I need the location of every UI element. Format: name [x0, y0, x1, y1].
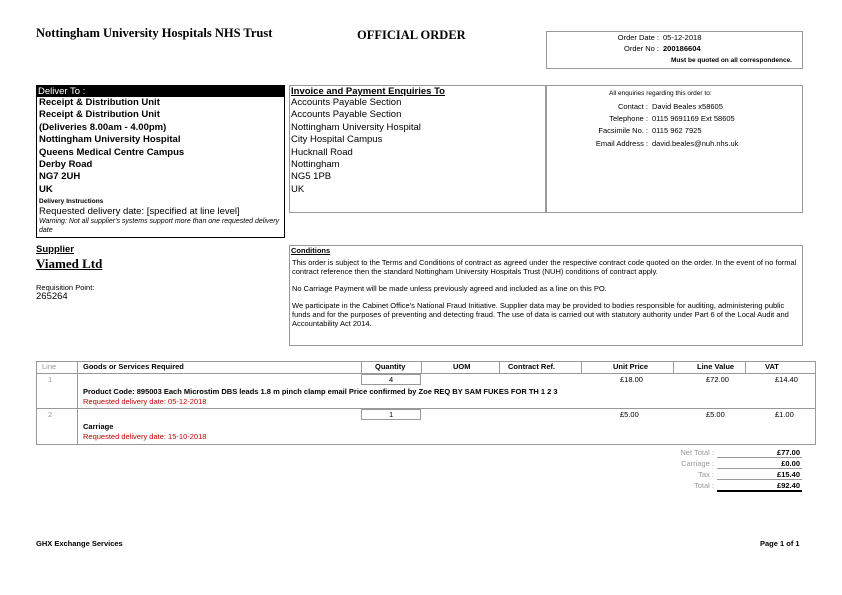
- divider: [673, 362, 674, 373]
- row-line-number: 1: [48, 375, 53, 384]
- tax-field: [717, 470, 802, 480]
- address-line: UK: [39, 183, 53, 195]
- conditions-p1: This order is subject to the Terms and Conditions of contract as agreed under the respective contract code quoted on the order. In the event of no formal contract reference then the standard Nottingham University Hospitals Trust (NUH) conditions of contract apply.: [292, 258, 797, 276]
- total-label: Total :: [693, 481, 714, 490]
- col-uom: UOM: [453, 362, 471, 371]
- org-name: Nottingham University Hospitals NHS Trust: [36, 26, 273, 40]
- col-vat: VAT: [765, 362, 779, 371]
- row-line-number: 2: [48, 410, 53, 419]
- fax-label: Facsimile No. :: [598, 126, 648, 135]
- table-row: [37, 409, 815, 443]
- contact-title: All enquiries regarding this order to:: [609, 90, 712, 97]
- row-delivery-date: Requested delivery date: 05-12-2018: [83, 397, 207, 406]
- net-total-label: Net Total :: [680, 448, 714, 457]
- invoice-title: Invoice and Payment Enquiries To: [291, 86, 445, 97]
- email-label: Email Address :: [595, 139, 648, 148]
- address-line: Accounts Payable Section: [291, 97, 402, 108]
- order-no-label: Order No :: [623, 44, 659, 53]
- contact-label: Contact :: [617, 102, 648, 111]
- requisition-point-label: Requisition Point:: [36, 283, 95, 292]
- col-contract: Contract Ref.: [508, 362, 556, 371]
- order-date: 05-12-2018: [663, 33, 702, 42]
- divider: [745, 362, 746, 373]
- address-line: Nottingham: [291, 159, 340, 171]
- row-qty: 4: [389, 375, 394, 384]
- address-line: Accounts Payable Section: [291, 109, 402, 121]
- invoice-address: [290, 97, 545, 196]
- row-delivery-date: Requested delivery date: 15-10-2018: [83, 432, 207, 441]
- address-line: Derby Road: [39, 159, 93, 171]
- address-line: Hucknall Road: [291, 146, 353, 158]
- row-line-value: £72.00: [706, 375, 729, 384]
- net-total-field: [717, 448, 802, 458]
- row-unit-price: £5.00: [620, 410, 639, 419]
- deliver-to-title: Deliver To :: [37, 86, 284, 97]
- divider: [581, 362, 582, 373]
- quote-note: Must be quoted on all correspondence.: [671, 57, 792, 64]
- page-number: Page 1 of 1: [760, 539, 800, 548]
- divider: [77, 362, 78, 373]
- address-line: City Hospital Campus: [291, 134, 383, 146]
- telephone: 0115 9691169 Ext 58605: [652, 114, 735, 123]
- address-line: Queens Medical Centre Campus: [39, 146, 185, 158]
- row-qty-box: [361, 409, 421, 420]
- delivery-warning: Warning: Not all supplier's systems support more than one requested delivery date: [39, 218, 280, 235]
- invoice-box: [289, 85, 546, 213]
- carriage-label: Carriage :: [681, 459, 714, 468]
- order-date-label: Order Date :: [617, 33, 659, 42]
- order-info-box: [546, 31, 803, 69]
- deliver-to-box: [36, 85, 285, 238]
- tax-total: £15.40: [777, 470, 800, 479]
- carriage-field: [717, 459, 802, 469]
- footer-left: GHX Exchange Services: [36, 539, 123, 548]
- row-qty: 1: [389, 410, 394, 419]
- row-description: Carriage: [83, 422, 114, 431]
- divider: [361, 362, 362, 373]
- totals: [640, 448, 802, 492]
- divider: [499, 362, 500, 373]
- row-vat: £14.40: [775, 375, 798, 384]
- fax: 0115 962 7925: [652, 126, 702, 135]
- conditions-title: Conditions: [291, 246, 331, 255]
- divider: [77, 409, 78, 444]
- row-qty-box: [361, 374, 421, 385]
- contact-name: David Beales x58605: [652, 102, 723, 111]
- divider: [421, 362, 422, 373]
- deliver-address: [37, 97, 284, 196]
- email: david.beales@nuh.nhs.uk: [652, 139, 739, 148]
- address-line: Nottingham University Hospital: [291, 121, 421, 133]
- grand-total: £92.40: [777, 481, 800, 490]
- divider: [77, 374, 78, 408]
- requisition-point: 265264: [36, 291, 68, 302]
- row-line-value: £5.00: [706, 410, 725, 419]
- col-line: Line: [42, 362, 57, 371]
- address-line: UK: [291, 183, 305, 195]
- table-row: [37, 374, 815, 408]
- telephone-label: Telephone :: [609, 114, 648, 123]
- contact-box: [546, 85, 803, 213]
- address-line: Receipt & Distribution Unit: [39, 97, 160, 108]
- conditions-p2: No Carriage Payment will be made unless previously agreed and included as a line on this PO.: [292, 284, 607, 293]
- order-no: 200186604: [663, 44, 701, 53]
- carriage-total: £0.00: [781, 459, 800, 468]
- conditions-p3: We participate in the Cabinet Office's National Fraud Initiative. Supplier data may be provided to bodies responsible for auditing, administering public funds and for the purposes of preventing and detecting fraud. The use of data is carried out with statutory authority under Part 6 of the Local Audit and Accountability Act 2014.: [292, 301, 789, 328]
- grand-total-field: [717, 481, 802, 492]
- address-line: Nottingham University Hospital: [39, 134, 181, 146]
- conditions-box: [289, 245, 803, 346]
- items-table: [36, 361, 816, 445]
- col-qty: Quantity: [375, 362, 406, 371]
- supplier-label: Supplier: [36, 244, 75, 255]
- table-header: [37, 362, 815, 373]
- address-line: (Deliveries 8.00am - 4.00pm): [39, 121, 167, 133]
- supplier-name: Viamed Ltd: [36, 256, 103, 271]
- address-line: Receipt & Distribution Unit: [39, 109, 160, 121]
- row-vat: £1.00: [775, 410, 794, 419]
- requested-delivery-note: Requested delivery date: [specified at line level]: [39, 206, 240, 218]
- address-line: NG5 1PB: [291, 171, 332, 183]
- col-goods: Goods or Services Required: [83, 362, 184, 371]
- tax-label: Tax :: [698, 470, 714, 479]
- delivery-instructions-label: Delivery Instructions: [39, 198, 104, 206]
- doc-title: OFFICIAL ORDER: [357, 28, 466, 42]
- col-unit-price: Unit Price: [613, 362, 649, 371]
- address-line: NG7 2UH: [39, 171, 81, 183]
- net-total: £77.00: [777, 448, 800, 457]
- row-description: Product Code: 895003 Each Microstim DBS leads 1.8 m pinch clamp email Price confirmed by Zoe REQ BY SAM FUKES FOR TH 1 2 3: [83, 387, 558, 396]
- row-unit-price: £18.00: [620, 375, 643, 384]
- col-line-value: Line Value: [697, 362, 735, 371]
